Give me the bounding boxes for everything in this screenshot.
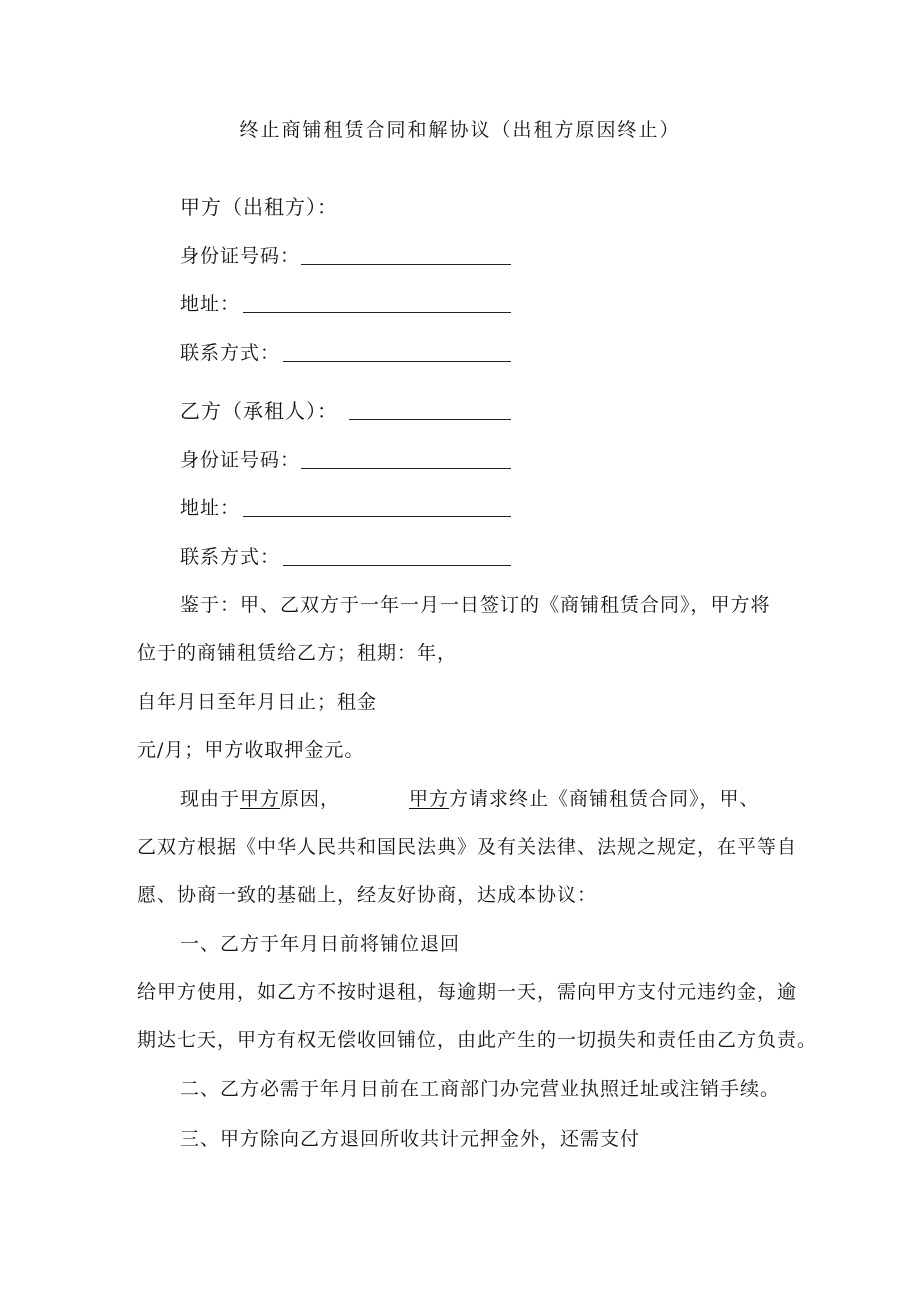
clause-3: 三、甲方除向乙方退回所收共计元押金外，还需支付: [180, 1128, 641, 1150]
recital-line-2: 位于的商铺租赁给乙方；租期：年，: [137, 642, 458, 664]
reason-line-2: 乙双方根据《中华人民共和国民法典》及有关法律、法规之规定，在平等自: [137, 836, 798, 858]
party-a-contact-label: 联系方式：: [180, 342, 281, 364]
clause-1-line-3: 期达七天，甲方有权无偿收回铺位，由此产生的一切损失和责任由乙方负责。: [137, 1029, 818, 1051]
reason-suffix: 方请求终止《商铺租赁合同》，甲、: [449, 788, 760, 810]
reason-prefix: 现由于: [180, 788, 241, 810]
reason-party-2: 甲方: [409, 788, 450, 810]
reason-line-3: 愿、协商一致的基础上，经友好协商，达成本协议：: [137, 884, 598, 906]
party-b-contact-label: 联系方式：: [180, 546, 281, 568]
party-a-contact-blank[interactable]: [283, 361, 511, 362]
party-b-id-label: 身份证号码：: [180, 449, 301, 471]
party-b-name-blank[interactable]: [349, 419, 511, 420]
reason-line-1-cont: [409, 785, 760, 813]
reason-line-1: [180, 785, 340, 813]
party-a-heading: 甲方（出租方）：: [180, 195, 338, 219]
reason-party-1: 甲方: [240, 788, 281, 810]
party-a-id-blank[interactable]: [301, 264, 511, 265]
party-b-heading: 乙方（承租人）：: [180, 399, 338, 423]
clause-2: 二、乙方必需于年月日前在工商部门办完营业执照迁址或注销手续。: [180, 1078, 781, 1100]
party-b-contact-blank[interactable]: [283, 565, 511, 566]
recital-line-4: 元/月；甲方收取押金元。: [137, 739, 365, 761]
party-b-id-blank[interactable]: [301, 468, 511, 469]
party-a-address-label: 地址：: [180, 293, 241, 315]
clause-1-line-2: 给甲方使用，如乙方不按时退租，每逾期一天，需向甲方支付元违约金，逾: [137, 981, 798, 1003]
party-a-address-blank[interactable]: [243, 312, 511, 313]
party-a-id-label: 身份证号码：: [180, 245, 301, 267]
party-b-address-blank[interactable]: [243, 516, 511, 517]
party-b-address-label: 地址：: [180, 497, 241, 519]
recital-line-3: 自年月日至年月日止；租金: [137, 691, 378, 713]
reason-mid: 原因，: [280, 788, 341, 810]
recital-line-1: 鉴于：甲、乙双方于一年一月一日签订的《商铺租赁合同》，甲方将: [180, 594, 771, 616]
document-title: 终止商铺租赁合同和解协议（出租方原因终止）: [239, 119, 681, 141]
clause-1-line-1: 一、乙方于年月日前将铺位退回: [180, 933, 461, 955]
